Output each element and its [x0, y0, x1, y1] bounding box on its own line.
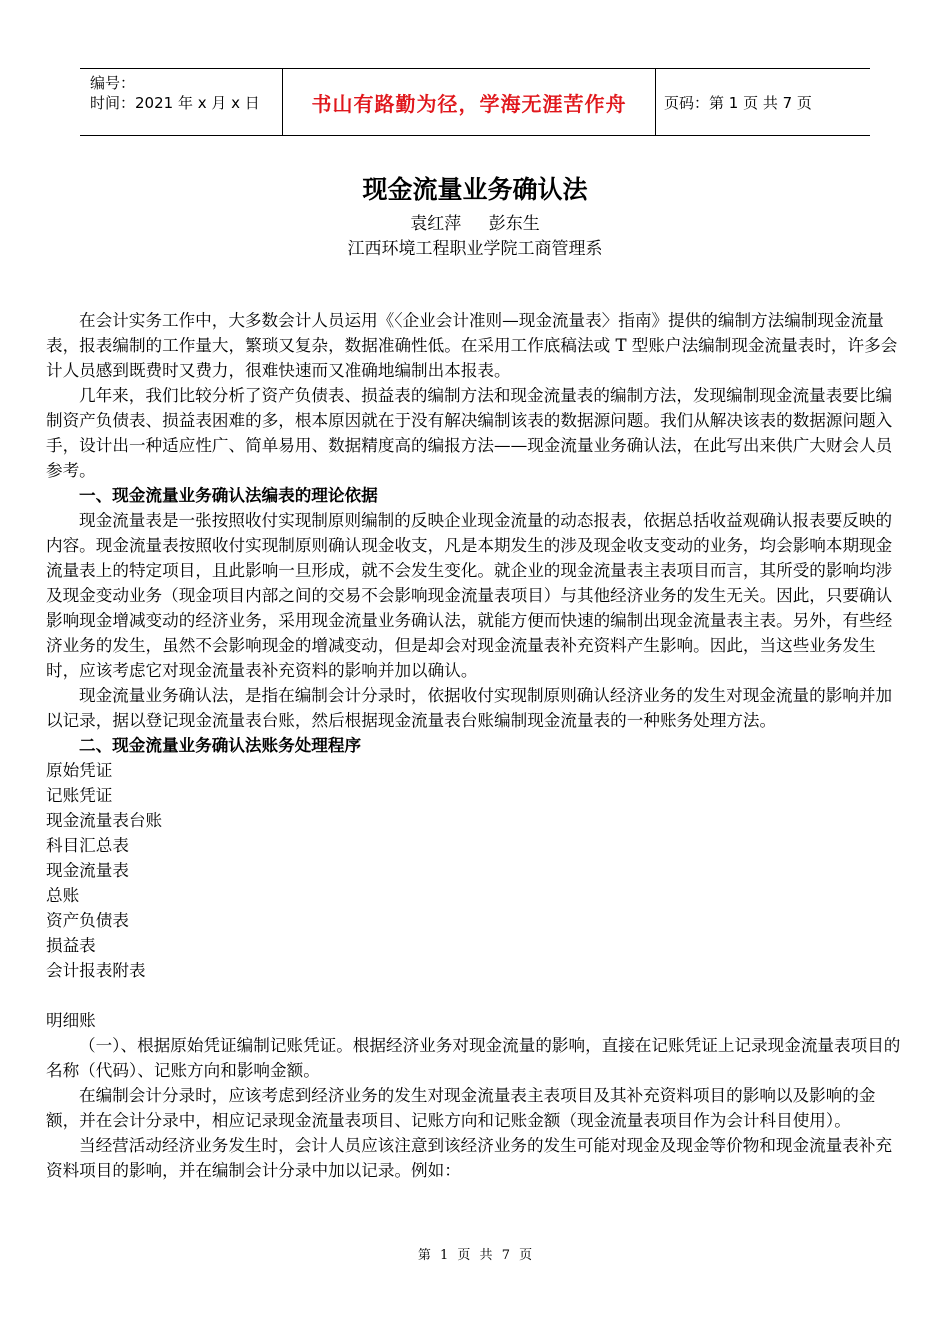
flow-item: 记账凭证 [46, 786, 113, 805]
spacer [46, 983, 908, 1008]
paragraph: 在编制会计分录时，应该考虑到经济业务的发生对现金流量表主表项目及其补充资料项目的影响以及影响的金额，并在会计分录中，相应记录现金流量表项目、记账方向和记账金额（现金流量表项目作为会计科目使用）。 [46, 1086, 876, 1130]
page-footer: 第 1 页 共 7 页 [417, 1248, 533, 1263]
section-heading: 二、现金流量业务确认法账务处理程序 [79, 736, 362, 755]
page-info: 页码：第 1 页 共 7 页 [664, 93, 812, 112]
document-body [46, 283, 908, 1183]
flow-item: 现金流量表台账 [46, 811, 163, 830]
document-title: 现金流量业务确认法 [362, 175, 588, 204]
spacer [46, 283, 908, 308]
number-label: 编号： [90, 74, 136, 92]
flow-item: 总账 [46, 886, 80, 905]
page-header [80, 68, 870, 136]
motto: 书山有路勤为径，学海无涯苦作舟 [282, 69, 656, 135]
detail-label: 明细账 [46, 1011, 96, 1030]
paragraph: （一）、根据原始凭证编制记账凭证。根据经济业务对现金流量的影响，直接在记账凭证上记录现金流量表项目的名称（代码）、记账方向和影响金额。 [46, 1036, 901, 1080]
flow-item: 科目汇总表 [46, 836, 129, 855]
date-label: 时间：2021 年 x 月 x 日 [90, 94, 260, 112]
flow-item: 现金流量表 [46, 861, 129, 880]
header-left-cell [80, 69, 282, 135]
authors: 袁红萍 彭东生 [410, 214, 540, 234]
flow-item: 原始凭证 [46, 761, 113, 780]
section-heading: 一、现金流量业务确认法编表的理论依据 [79, 486, 378, 505]
paragraph: 现金流量业务确认法，是指在编制会计分录时，依据收付实现制原则确认经济业务的发生对现金流量的影响并加以记录，据以登记现金流量表台账，然后根据现金流量表台账编制现金流量表的一种账务处理方法。 [46, 686, 893, 730]
paragraph: 几年来，我们比较分析了资产负债表、损益表的编制方法和现金流量表的编制方法，发现编制现金流量表要比编制资产负债表、损益表困难的多，根本原因就在于没有解决编制该表的数据源问题。我们从解决该表的数据源问题入手，设计出一种适应性广、简单易用、数据精度高的编报方法——现金流量业务确认法，在此写出来供广大财会人员参考。 [46, 386, 893, 480]
flow-item: 会计报表附表 [46, 961, 146, 980]
flow-item: 资产负债表 [46, 911, 129, 930]
paragraph: 现金流量表是一张按照收付实现制原则编制的反映企业现金流量的动态报表，依据总括收益观确认报表要反映的内容。现金流量表按照收付实现制原则确认现金收支，凡是本期发生的涉及现金收支变动的业务，均会影响本期现金流量表上的特定项目，且此影响一旦形成，就不会发生变化。就企业的现金流量表主表项目而言，其所受的影响均涉及现金变动业务（现金项目内部之间的交易不会影响现金流量表项目）与其他经济业务的发生无关。因此，只要确认影响现金增减变动的经济业务，采用现金流量业务确认法，就能方便而快速的编制出现金流量表主表。另外，有些经济业务的发生，虽然不会影响现金的增减变动，但是却会对现金流量表补充资料产生影响。因此，当这些业务发生时，应该考虑它对现金流量表补充资料的影响并加以确认。 [46, 511, 893, 680]
paragraph: 在会计实务工作中，大多数会计人员运用《〈企业会计准则—现金流量表〉指南》提供的编制方法编制现金流量表，报表编制的工作量大，繁琐又复杂，数据准确性低。在采用工作底稿法或 T 型账户法编制现金流量表时，许多会计人员感到既费时又费力，很难快速而又准确地编制出本报表。 [46, 311, 898, 380]
flow-item: 损益表 [46, 936, 96, 955]
paragraph: 当经营活动经济业务发生时，会计人员应该注意到该经济业务的发生可能对现金及现金等价物和现金流量表补充资料项目的影响，并在编制会计分录中加以记录。例如： [46, 1136, 893, 1180]
affiliation: 江西环境工程职业学院工商管理系 [347, 239, 603, 259]
